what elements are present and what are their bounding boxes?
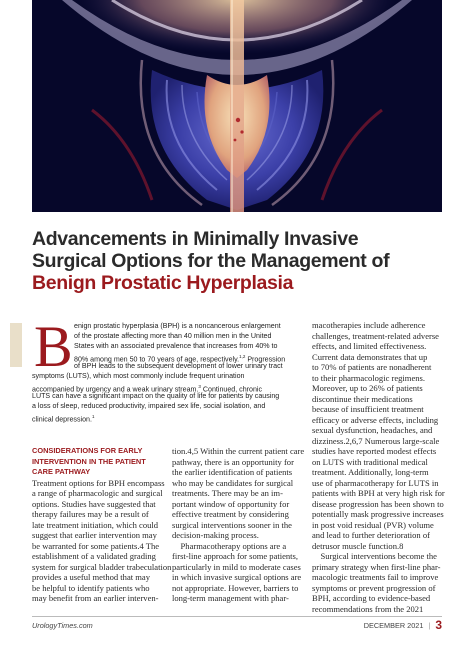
citation: 3	[198, 384, 201, 389]
body-line: Treatment options for BPH encompass	[32, 477, 165, 488]
body-line: recommendations from the 2021	[312, 603, 424, 614]
side-tab	[10, 323, 22, 367]
body-line: a range of pharmacologic and surgical	[32, 488, 163, 498]
body-line: treatment. Additionally, long-term	[312, 467, 429, 477]
body-line: to their pharmacologic regimens.	[312, 372, 425, 383]
body-line: may benefit from an earlier interven-	[32, 593, 159, 603]
section-subhead: INTERVENTION IN THE PATIENT	[32, 456, 146, 466]
body-line: because of insufficient treatment	[312, 404, 424, 414]
body-line: in which invasive surgical options are	[172, 572, 302, 582]
body-line: Pharmacotherapy options are a	[172, 540, 287, 551]
citation: 1,2	[239, 354, 246, 359]
intro-line: of the prostate affecting more than 40 million men in the United	[74, 332, 272, 340]
body-line: BPH, according to evidence-based	[312, 593, 431, 603]
body-line: be warranted for some patients.4 The	[32, 540, 160, 551]
intro-line: a loss of sleep, reduced productivity, impaired sex life, social isolation, and	[32, 402, 266, 410]
intro-text: Continued, chronic	[200, 385, 263, 394]
intro-line	[32, 412, 94, 425]
drop-cap: B	[34, 314, 73, 379]
body-line: system for surgical bladder trabeculation	[32, 561, 172, 572]
body-line: macologic treatments fail to improve	[312, 572, 439, 582]
body-line: therapy failures may be a result of	[32, 509, 149, 519]
body-line: treatments. There may be an im-	[172, 488, 283, 498]
footer-separator: |	[428, 620, 431, 630]
body-line: who may be candidates for surgical	[172, 477, 294, 488]
body-line: detrusor muscle function.8	[312, 540, 404, 551]
intro-paragraph	[32, 314, 300, 432]
hero-illustration	[32, 0, 442, 212]
body-line: be helpful to identify patients who	[32, 582, 150, 593]
body-line: decision-making process.	[172, 530, 259, 540]
intro-line: States with an associated prevalence that increases from 40% to	[74, 342, 278, 350]
body-line: effects, and limited effectiveness.	[312, 341, 427, 351]
section-subhead: CARE PATHWAY	[32, 467, 91, 476]
body-line: symptoms or prevent progression of	[312, 582, 436, 593]
body-line: studies have reported modest effects	[312, 446, 437, 456]
title-accent: Benign Prostatic Hyperplasia	[32, 272, 294, 294]
body-line: options. Studies have suggested that	[32, 498, 156, 509]
title-line-1: Advancements in Minimally Invasive	[32, 228, 359, 250]
body-column-3	[312, 320, 444, 614]
body-line: Surgical interventions become the	[312, 551, 437, 561]
body-line: tion.4,5 Within the current patient care	[172, 446, 305, 456]
intro-line: enign prostatic hyperplasia (BPH) is a noncancerous enlargement	[74, 322, 281, 330]
body-line: use of pharmacotherapy for LUTS in	[312, 477, 439, 488]
body-column-2	[172, 446, 306, 604]
body-column-1	[32, 446, 172, 604]
body-line: on LUTS with traditional medical	[312, 456, 428, 467]
page-number: 3	[435, 618, 442, 632]
intro-line: LUTS can have a significant impact on the quality of life for patients by causing	[32, 392, 280, 400]
body-line: not appropriate. However, barriers to	[172, 582, 299, 593]
body-line: efficacy or adverse effects, including	[312, 414, 439, 425]
body-line: macotherapies include adherence	[312, 320, 426, 330]
title-line-2: Surgical Options for the Management of	[32, 250, 390, 272]
footer-site-link[interactable]: UrologyTimes.com	[32, 621, 93, 630]
body-line: Current data demonstrates that up	[312, 351, 428, 362]
body-line: disease progression has been shown to	[312, 498, 444, 509]
body-line: in post void residual (PVR) volume	[312, 519, 434, 530]
body-line: discontinue their medications	[312, 393, 413, 404]
intro-text: clinical depression.	[32, 415, 92, 424]
intro-line: symptoms (LUTS), which most commonly include frequent urination	[32, 372, 245, 380]
body-line: long-term management with phar-	[172, 593, 289, 603]
citation: 1	[91, 414, 95, 419]
body-line: particularly in mild to moderate cases	[172, 561, 301, 572]
body-line: effective treatment by considering	[172, 509, 289, 519]
body-line: to 70% of patients are nonadherent	[312, 362, 432, 372]
body-line: surgical interventions sooner in the	[172, 519, 292, 530]
intro-text: Progression	[245, 355, 286, 364]
article-title	[32, 228, 442, 294]
footer-issue-info	[364, 618, 442, 632]
body-line: first-line approach for some patients,	[172, 551, 299, 561]
intro-line: of BPH leads to the subsequent development of lower urinary tract	[74, 362, 283, 370]
body-line: patients with BPH at very high risk for	[312, 488, 445, 498]
body-line: and lead to further deterioration of	[312, 530, 430, 540]
body-line: pathway, there is an opportunity for	[172, 456, 294, 467]
section-subhead: CONSIDERATIONS FOR EARLY	[32, 446, 143, 455]
footer-divider	[32, 616, 442, 617]
body-line: late treatment initiation, which could	[32, 519, 159, 530]
issue-date: DECEMBER 2021	[363, 620, 424, 630]
body-line: suggest that earlier intervention may	[32, 530, 157, 540]
body-line: portant window of opportunity for	[172, 498, 290, 509]
body-line: the earlier identification of patients	[172, 467, 293, 477]
body-line: primary strategy when first-line phar-	[312, 561, 441, 572]
body-line: sexual dysfunction, headaches, and	[312, 425, 433, 435]
body-line: challenges, treatment-related adverse	[312, 330, 439, 341]
body-line: provides a useful method that may	[32, 572, 150, 582]
intro-text: 80% among men 50 to 70 years of age, respectively.	[74, 355, 240, 364]
body-line: Moreover, up to 26% of patients	[312, 383, 423, 393]
body-line: establishment of a validated grading	[32, 551, 156, 561]
intro-text: accompanied by urgency and a weak urinary stream.	[32, 385, 199, 394]
body-line: potentially mask progressive increases	[312, 509, 444, 519]
prostate-anatomy-illustration	[32, 0, 442, 212]
body-line: dizziness.2,6,7 Numerous large-scale	[312, 435, 440, 446]
